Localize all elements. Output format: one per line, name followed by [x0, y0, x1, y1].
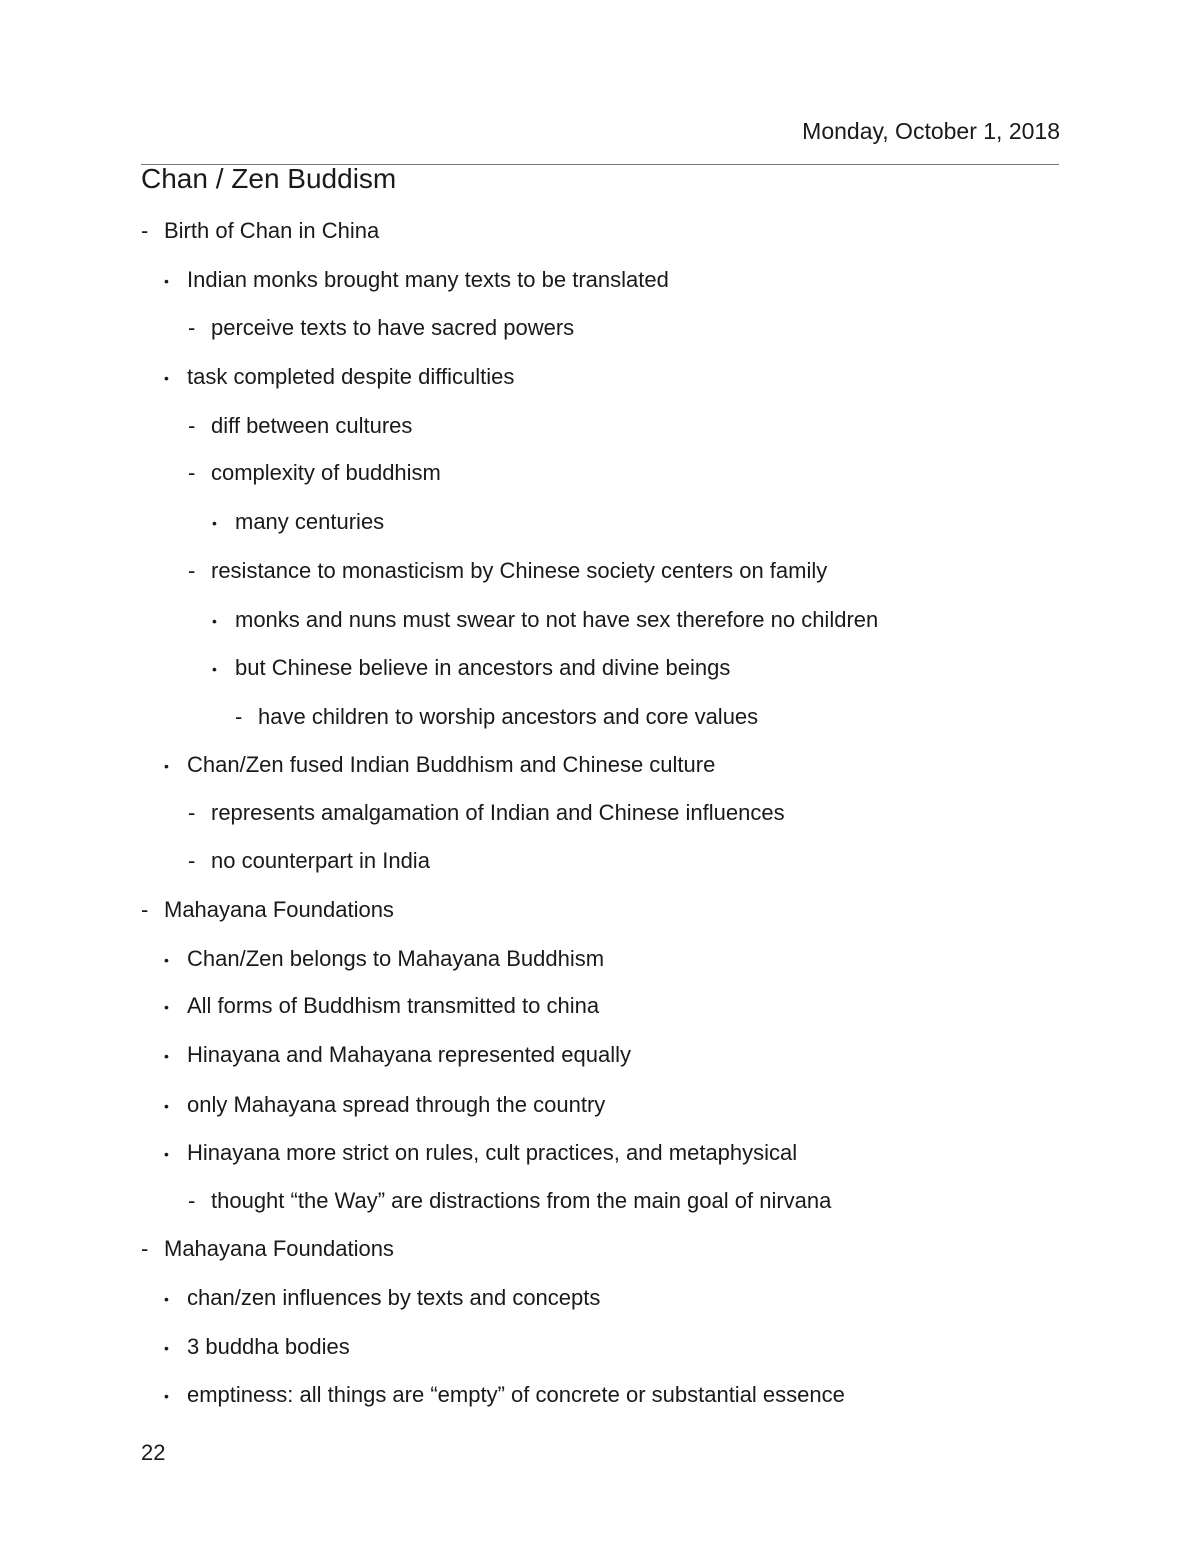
bullet-marker: •: [212, 661, 217, 677]
page-date: Monday, October 1, 2018: [802, 118, 1060, 144]
bullet-marker: •: [164, 370, 169, 386]
note-text: only Mahayana spread through the country: [187, 1092, 606, 1117]
note-text: many centuries: [235, 509, 385, 534]
note-text: 3 buddha bodies: [187, 1334, 350, 1359]
note-text: monks and nuns must swear to not have sex therefore no children: [235, 607, 879, 632]
dash-marker: -: [188, 460, 196, 485]
dash-marker: -: [141, 897, 149, 922]
bullet-marker: •: [164, 952, 169, 968]
note-text: Birth of Chan in China: [164, 218, 380, 243]
note-text: diff between cultures: [211, 413, 413, 438]
dash-marker: -: [235, 704, 243, 729]
dash-marker: -: [188, 413, 196, 438]
note-text: have children to worship ancestors and core values: [258, 704, 759, 729]
note-text: represents amalgamation of Indian and Chinese influences: [211, 800, 785, 825]
dash-marker: -: [188, 848, 196, 873]
note-text: Hinayana and Mahayana represented equally: [187, 1042, 631, 1067]
note-text: no counterpart in India: [211, 848, 430, 873]
note-text: Chan/Zen belongs to Mahayana Buddhism: [187, 946, 605, 971]
page-title: Chan / Zen Buddism: [141, 163, 397, 194]
note-text: Hinayana more strict on rules, cult practices, and metaphysical: [187, 1140, 798, 1165]
note-text: Mahayana Foundations: [164, 1236, 394, 1261]
dash-marker: -: [141, 218, 149, 243]
bullet-marker: •: [164, 1291, 169, 1307]
dash-marker: -: [188, 315, 196, 340]
note-text: emptiness: all things are “empty” of concrete or substantial essence: [187, 1382, 845, 1407]
bullet-marker: •: [164, 1048, 169, 1064]
note-text: resistance to monasticism by Chinese society centers on family: [211, 558, 828, 583]
dash-marker: -: [188, 800, 196, 825]
note-text: Chan/Zen fused Indian Buddhism and Chinese culture: [187, 752, 716, 777]
dash-marker: -: [188, 1188, 196, 1213]
bullet-marker: •: [164, 1098, 169, 1114]
note-text: Mahayana Foundations: [164, 897, 394, 922]
bullet-marker: •: [164, 999, 169, 1015]
dash-marker: -: [188, 558, 196, 583]
bullet-marker: •: [212, 613, 217, 629]
bullet-marker: •: [164, 1388, 169, 1404]
bullet-marker: •: [212, 515, 217, 531]
note-text: but Chinese believe in ancestors and divine beings: [235, 655, 731, 680]
bullet-marker: •: [164, 1146, 169, 1162]
page-number: 22: [141, 1440, 166, 1465]
bullet-marker: •: [164, 273, 169, 289]
note-text: perceive texts to have sacred powers: [211, 315, 575, 340]
bullet-marker: •: [164, 1340, 169, 1356]
note-text: Indian monks brought many texts to be translated: [187, 267, 669, 292]
note-text: task completed despite difficulties: [187, 364, 515, 389]
note-text: complexity of buddhism: [211, 460, 441, 485]
dash-marker: -: [141, 1236, 149, 1261]
note-text: chan/zen influences by texts and concepts: [187, 1285, 601, 1310]
note-text: All forms of Buddhism transmitted to china: [187, 993, 600, 1018]
note-text: thought “the Way” are distractions from the main goal of nirvana: [211, 1188, 832, 1213]
bullet-marker: •: [164, 758, 169, 774]
